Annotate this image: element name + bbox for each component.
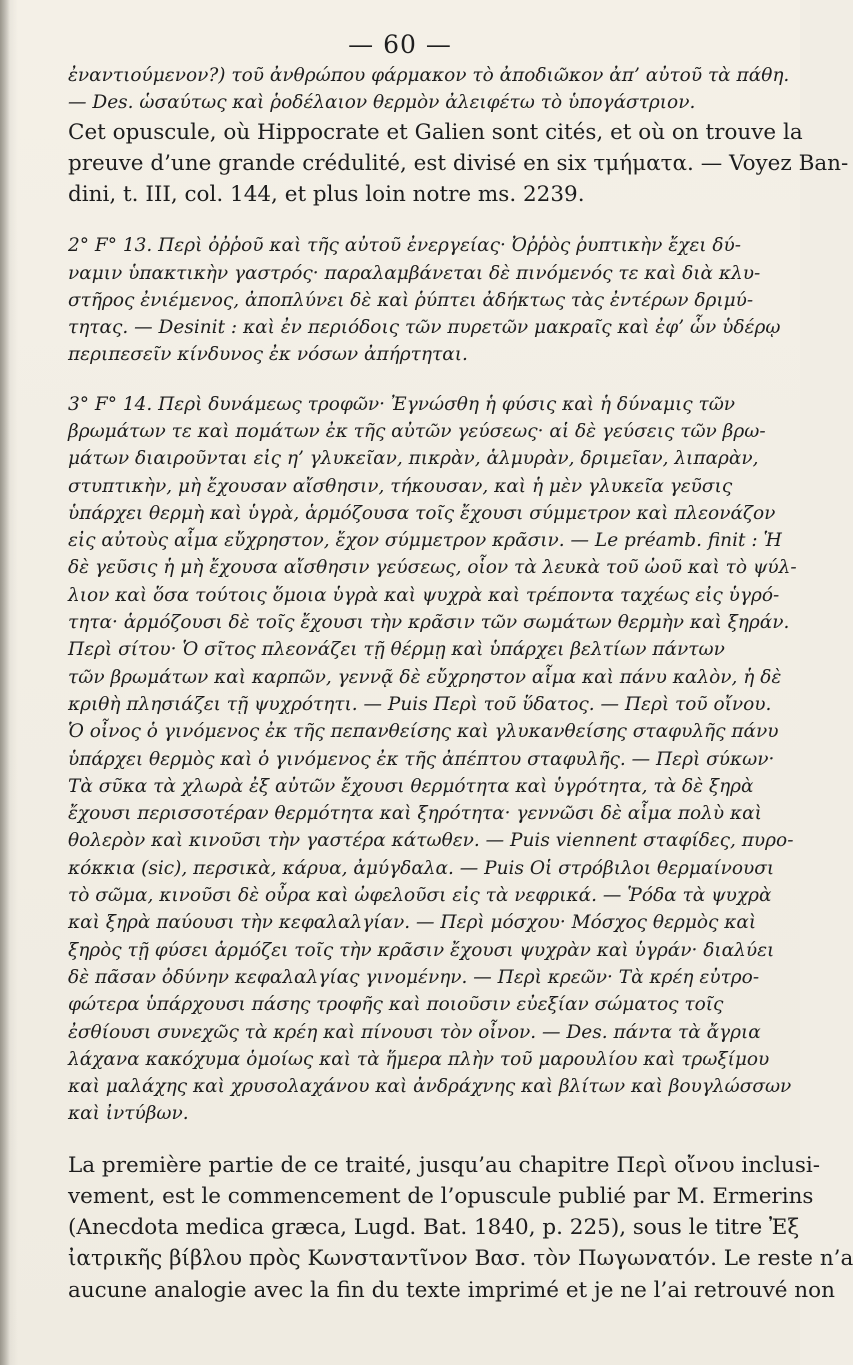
text-line: preuve d’une grande crédulité, est divisé en six τμήματα. — Voyez Ban- bbox=[68, 150, 849, 176]
text-line: καὶ ξηρὰ παύουσι τὴν κεφαλαλγίαν. — Περὶ μόσχου· Μόσχος θερμὸς καὶ bbox=[68, 912, 757, 934]
paragraph-continuation bbox=[68, 62, 790, 117]
text-line: ξηρὸς τῇ φύσει ἁρμόζει τοῖς τὴν κρᾶσιν ἔχουσι ψυχρὰν καὶ ὑγράν· διαλύει bbox=[68, 939, 775, 961]
text-line: τητα· ἁρμόζουσι δὲ τοῖς ἔχουσι τὴν κρᾶσιν τῶν σωμάτων θερμὴν καὶ ξηράν. bbox=[68, 612, 790, 634]
page-number: — 60 — bbox=[348, 30, 452, 59]
text-line: ναμιν ὑπακτικὴν γαστρός· παραλαμβάνεται δὲ πινόμενός τε καὶ διὰ κλυ- bbox=[68, 262, 761, 284]
paragraph-entry-2 bbox=[68, 232, 781, 368]
text-line: μάτων διαιροῦνται εἰς η’ γλυκεῖαν, πικρὰν, ἁλμυρὰν, δριμεῖαν, λιπαρὰν, bbox=[68, 448, 759, 470]
paragraph-gap bbox=[68, 1128, 766, 1150]
text-line: vement, est le commencement de l’opuscule publié par M. Ermerins bbox=[68, 1183, 814, 1209]
text-line: dini, t. III, col. 144, et plus loin notre ms. 2239. bbox=[68, 182, 585, 207]
text-line: τῶν βρωμάτων καὶ καρπῶν, γεννᾷ δὲ εὔχρηστον αἷμα καὶ πάνυ καλὸν, ἡ δὲ bbox=[68, 666, 782, 688]
page-body bbox=[68, 62, 853, 1306]
text-line: τητας. — Desinit : καὶ ἐν περιόδοις τῶν πυρετῶν μακραῖς καὶ ἐφ’ ὧν ὑδέρῳ bbox=[68, 317, 781, 339]
text-line: περιπεσεῖν κίνδυνος ἐκ νόσων ἀπήρτηται. bbox=[68, 344, 468, 366]
text-line: La première partie de ce traité, jusqu’au chapitre Περὶ οἴνου inclusi- bbox=[68, 1152, 821, 1178]
text-line: Cet opuscule, où Hippocrate et Galien sont cités, et où on trouve la bbox=[68, 119, 803, 145]
text-line: ἐσθίουσι συνεχῶς τὰ κρέη καὶ πίνουσι τὸν οἶνον. — Des. πάντα τὰ ἄγρια bbox=[68, 1021, 761, 1043]
text-line: Περὶ σίτου· Ὁ σῖτος πλεονάζει τῇ θέρμῃ καὶ ὑπάρχει βελτίων πάντων bbox=[68, 639, 725, 661]
text-line: κριθὴ πλησιάζει τῇ ψυχρότητι. — Puis Περὶ τοῦ ὕδατος. — Περὶ τοῦ οἴνου. bbox=[68, 693, 772, 715]
text-line: τὸ σῶμα, κινοῦσι δὲ οὖρα καὶ ὠφελοῦσι εἰς τὰ νεφρικά. — Ῥόδα τὰ ψυχρὰ bbox=[68, 885, 772, 907]
text-line: καὶ μαλάχης καὶ χρυσολαχάνου καὶ ἀνδράχνης καὶ βλίτων καὶ βουγλώσσων bbox=[68, 1076, 792, 1098]
paragraph-gap bbox=[68, 369, 766, 391]
text-line: θολερὸν καὶ κινοῦσι τὴν γαστέρα κάτωθεν. — Puis viennent σταφίδες, πυρο- bbox=[68, 830, 794, 852]
text-line: Ὁ οἶνος ὁ γινόμενος ἐκ τῆς πεπανθείσης καὶ γλυκανθείσης σταφυλῆς πάνυ bbox=[68, 721, 779, 743]
text-line: στῆρος ἐνιέμενος, ἀποπλύνει δὲ καὶ ῥύπτει ἀδήκτως τὰς ἐντέρων δριμύ- bbox=[68, 289, 754, 311]
text-line: ἰατρικῆς βίβλου πρὸς Κωνσταντῖνον Βασ. τὸν Πωγωνατόν. Le reste n’a bbox=[68, 1246, 853, 1272]
text-line: λάχανα κακόχυμα ὁμοίως καὶ τὰ ἥμερα πλὴν τοῦ μαρουλίου καὶ τρωξίμου bbox=[68, 1048, 770, 1070]
binding-shadow bbox=[0, 0, 10, 1365]
paragraph-entry-3 bbox=[68, 391, 797, 1128]
text-line: 3° F° 14. Περὶ δυνάμεως τροφῶν· Ἐγνώσθη ἡ φύσις καὶ ἡ δύναμις τῶν bbox=[68, 393, 736, 415]
text-line: 2° F° 13. Περὶ ὀῤῥοῦ καὶ τῆς αὐτοῦ ἐνεργείας· Ὀῤῥὸς ῥυπτικὴν ἔχει δύ- bbox=[68, 235, 742, 257]
text-line: (Anecdota medica græca, Lugd. Bat. 1840, p. 225), sous le titre Ἐξ bbox=[68, 1215, 800, 1241]
text-line: δὲ πᾶσαν ὀδύνην κεφαλαλγίας γινομένην. — Περὶ κρεῶν· Τὰ κρέη εὐτρο- bbox=[68, 966, 760, 988]
text-line: λιον καὶ ὅσα τούτοις ὅμοια ὑγρὰ καὶ ψυχρὰ καὶ τρέποντα ταχέως εἰς ὑγρό- bbox=[68, 584, 780, 606]
text-line: ἐναντιούμενον?) τοῦ ἀνθρώπου φάρμακον τὸ ἀποδιῶκον ἀπ’ αὐτοῦ τὰ πάθη. bbox=[68, 65, 790, 86]
text-line: ὑπάρχει θερμὸς καὶ ὁ γινόμενος ἐκ τῆς ἀπέπτου σταφυλῆς. — Περὶ σύκων· bbox=[68, 748, 775, 770]
text-line: — Des. ὡσαύτως καὶ ῥοδέλαιον θερμὸν ἀλειφέτω τὸ ὑπογάστριον. bbox=[68, 92, 696, 114]
text-line: ὑπάρχει θερμὴ καὶ ὑγρὰ, ἁρμόζουσα τοῖς ἔχουσι σύμμετρον καὶ πλεονάζον bbox=[68, 502, 776, 524]
text-line: καὶ ἰντύβων. bbox=[68, 1103, 189, 1125]
text-line: εἰς αὐτοὺς αἷμα εὔχρηστον, ἔχον σύμμετρον κρᾶσιν. — Le préamb. finit : Ἡ bbox=[68, 530, 782, 552]
text-line: Τὰ σῦκα τὰ χλωρὰ ἐξ αὐτῶν ἔχουσι θερμότητα καὶ ὑγρότητα, τὰ δὲ ξηρὰ bbox=[68, 775, 754, 797]
paragraph-gap bbox=[68, 210, 766, 232]
text-line: φώτερα ὑπάρχουσι πάσης τροφῆς καὶ ποιοῦσιν εὐεξίαν σώματος τοῖς bbox=[68, 994, 724, 1016]
text-line: στυπτικὴν, μὴ ἔχουσαν αἴσθησιν, τήκουσαν, καὶ ἡ μὲν γλυκεῖα γεῦσις bbox=[68, 475, 733, 497]
text-line: δὲ γεῦσις ἡ μὴ ἔχουσα αἴσθησιν γεύσεως, οἷον τὰ λευκὰ τοῦ ὠοῦ καὶ τὸ ψύλ- bbox=[68, 557, 797, 579]
text-line: κόκκια (sic), περσικὰ, κάρυα, ἀμύγδαλα. — Puis Οἱ στρόβιλοι θερμαίνουσι bbox=[68, 857, 775, 879]
text-line: aucune analogie avec la fin du texte imprimé et je ne l’ai retrouvé non bbox=[68, 1277, 835, 1303]
paragraph-commentary-ermerins bbox=[68, 1150, 853, 1306]
paragraph-commentary-opuscule bbox=[68, 117, 849, 211]
text-line: βρωμάτων τε καὶ πομάτων ἐκ τῆς αὐτῶν γεύσεως· αἱ δὲ γεύσεις τῶν βρω- bbox=[68, 420, 766, 442]
text-line: ἔχουσι περισσοτέραν θερμότητα καὶ ξηρότητα· γεννῶσι δὲ αἷμα πολὺ καὶ bbox=[68, 803, 762, 825]
